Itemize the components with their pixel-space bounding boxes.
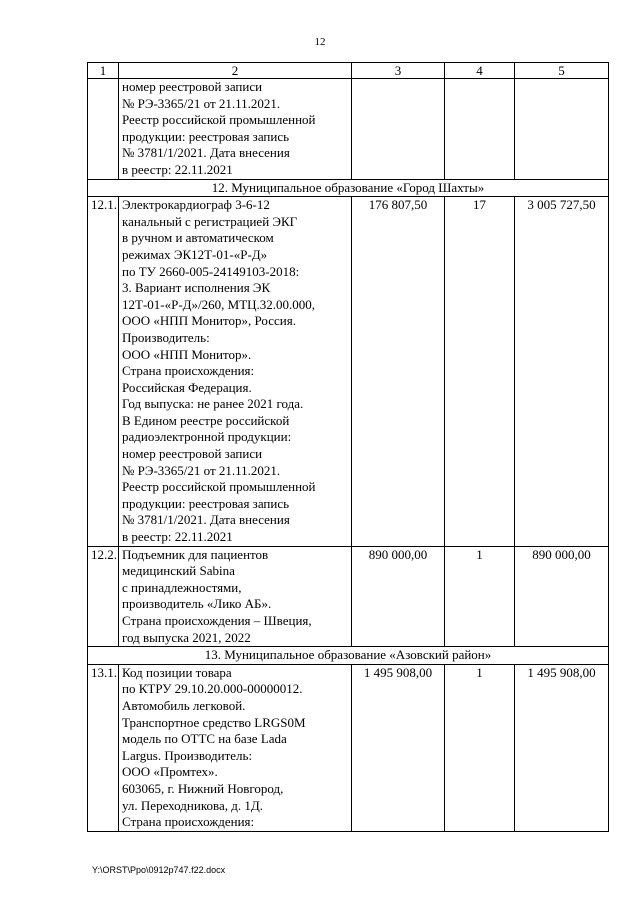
item-sum: 890 000,00 [515, 546, 609, 647]
item-sum: 1 495 908,00 [515, 664, 609, 831]
section-row-13 [88, 647, 609, 665]
item-sum: 3 005 727,50 [515, 197, 609, 546]
procurement-table [87, 62, 609, 832]
section-title: 12. Муниципальное образование «Город Шахты» [88, 179, 609, 197]
item-number: 12.2. [88, 546, 119, 647]
column-header-3: 3 [352, 63, 445, 79]
item-number: 13.1. [88, 664, 119, 831]
section-row-12 [88, 179, 609, 197]
item-number: 12.1. [88, 197, 119, 546]
table-row-13-1 [88, 664, 609, 831]
column-header-4: 4 [445, 63, 515, 79]
footer-file-path: Y:\ORST\Ppo\0912p747.f22.docx [92, 865, 226, 875]
item-quantity: 1 [445, 546, 515, 647]
page-number: 12 [314, 36, 326, 48]
item-quantity: 17 [445, 197, 515, 546]
column-header-2: 2 [119, 63, 352, 79]
item-price: 890 000,00 [352, 546, 445, 647]
continuation-description: номер реестровой записи № РЭ-3365/21 от 21.11.2021. Реестр российской промышленной продукции: реестровая запись № 3781/1/2021. Дата внесения в реестр: 22.11.2021 [119, 79, 352, 180]
section-title: 13. Муниципальное образование «Азовский район» [88, 647, 609, 665]
item-description: Электрокардиограф 3-6-12 канальный с регистрацией ЭКГ в ручном и автоматическом режимах ЭК12Т-01-«Р-Д» по ТУ 2660-005-24149103-2018: 3. Вариант исполнения ЭК 12Т-01-«Р-Д»/260, МТЦ.32.00.000, ООО «НПП Монитор», Россия. Производитель: ООО «НПП Монитор». Страна происхождения: Российская Федерация. Год выпуска: не ранее 2021 года. В Едином реестре российской радиоэлектронной продукции: номер реестровой записи № РЭ-3365/21 от 21.11.2021. Реестр российской промышленной продукции: реестровая запись № 3781/1/2021. Дата внесения в реестр: 22.11.2021 [119, 197, 352, 546]
table-header-row [88, 63, 609, 79]
table-row-12-2 [88, 546, 609, 647]
column-header-1: 1 [88, 63, 119, 79]
item-description: Подъемник для пациентов медицинский Sabina с принадлежностями, производитель «Лико АБ». Страна происхождения – Швеция, год выпуска 2021, 2022 [119, 546, 352, 647]
item-description: Код позиции товара по КТРУ 29.10.20.000-00000012. Автомобиль легковой. Транспортное средство LRGS0M модель по ОТТС на базе Lada Largus. Производитель: ООО «Промтех». 603065, г. Нижний Новгород, ул. Переходникова, д. 1Д. Страна происхождения: [119, 664, 352, 831]
item-price: 1 495 908,00 [352, 664, 445, 831]
table-row-continuation [88, 79, 609, 180]
column-header-5: 5 [515, 63, 609, 79]
item-price: 176 807,50 [352, 197, 445, 546]
item-quantity: 1 [445, 664, 515, 831]
table-row-12-1 [88, 197, 609, 546]
